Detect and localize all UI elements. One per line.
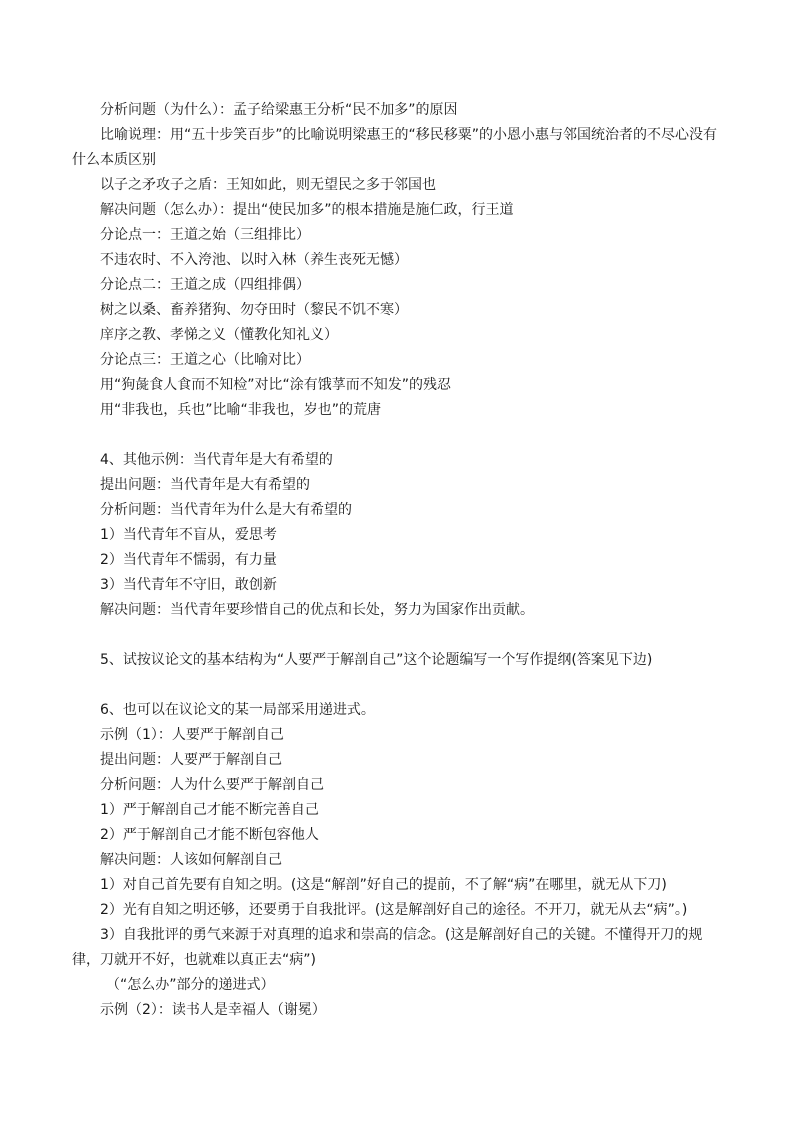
paragraph-line: 提出问题：人要严于解剖自己	[100, 752, 282, 768]
paragraph-line: 用“狗彘食人食而不知检”对比“涂有饿莩而不知发”的残忍	[100, 377, 452, 393]
paragraph-line: （“怎么办”部分的递进式）	[106, 977, 275, 993]
document-body	[72, 98, 722, 1023]
paragraph-line: 解决问题（怎么办）：提出“使民加多”的根本措施是施仁政，行王道	[100, 202, 514, 218]
paragraph-line: 解决问题：人该如何解剖自己	[100, 852, 282, 868]
paragraph-line: 分论点一：王道之始（三组排比）	[100, 227, 310, 243]
paragraph-line: 不违农时、不入洿池、以时入林（养生丧死无憾）	[100, 252, 408, 268]
paragraph-line: 用“非我也，兵也”比喻“非我也，岁也”的荒唐	[100, 402, 382, 418]
paragraph-line: 解决问题：当代青年要珍惜自己的优点和长处，努力为国家作出贡献。	[100, 602, 534, 618]
paragraph-line: 以子之矛攻子之盾：王知如此，则无望民之多于邻国也	[100, 177, 436, 193]
section-heading: 5、试按议论文的基本结构为“人要严于解剖自己”这个论题编写一个写作提纲(答案见下边)	[100, 652, 653, 668]
paragraph-line: 2）严于解剖自己才能不断包容他人	[100, 827, 319, 843]
paragraph-line: 1）对自己首先要有自知之明。(这是“解剖”好自己的提前，不了解“病”在哪里，就无从下刀)	[100, 877, 667, 893]
paragraph-line: 庠序之教、孝悌之义（懂教化知礼义）	[100, 327, 338, 343]
paragraph-line: 3）当代青年不守旧，敢创新	[100, 577, 277, 593]
section-heading: 4、其他示例：当代青年是大有希望的	[100, 452, 333, 468]
paragraph-line: 3）自我批评的勇气来源于对真理的追求和崇高的信念。(这是解剖好自己的关键。不懂得开刀的规律，刀就开不好，也就难以真正去“病”)	[72, 927, 703, 968]
paragraph-line: 分论点二：王道之成（四组排偶）	[100, 277, 310, 293]
paragraph-line: 提出问题：当代青年是大有希望的	[100, 477, 310, 493]
blank-line	[72, 623, 722, 648]
paragraph-line: 树之以桑、畜养猪狗、勿夺田时（黎民不饥不寒）	[100, 302, 408, 318]
blank-line	[72, 673, 722, 698]
paragraph-line: 分析问题（为什么）：孟子给梁惠王分析“民不加多”的原因	[100, 102, 458, 118]
paragraph-line: 示例（1）：人要严于解剖自己	[100, 727, 284, 743]
paragraph-line: 分析问题：当代青年为什么是大有希望的	[100, 502, 352, 518]
paragraph-line: 2）光有自知之明还够，还要勇于自我批评。(这是解剖好自己的途径。不开刀，就无从去“病”。)	[100, 902, 688, 918]
paragraph-line: 比喻说理：用“五十步笑百步”的比喻说明梁惠王的“移民移粟”的小恩小惠与邻国统治者的不尽心没有什么本质区别	[72, 127, 718, 168]
paragraph-line: 2）当代青年不懦弱，有力量	[100, 552, 277, 568]
blank-line	[72, 423, 722, 448]
section-heading: 6、也可以在议论文的某一局部采用递进式。	[100, 702, 375, 718]
paragraph-line: 1）严于解剖自己才能不断完善自己	[100, 802, 319, 818]
paragraph-line: 分论点三：王道之心（比喻对比）	[100, 352, 310, 368]
paragraph-line: 分析问题：人为什么要严于解剖自己	[100, 777, 324, 793]
paragraph-line: 1）当代青年不盲从，爱思考	[100, 527, 277, 543]
paragraph-line: 示例（2）：读书人是幸福人（谢冕）	[100, 1002, 326, 1018]
